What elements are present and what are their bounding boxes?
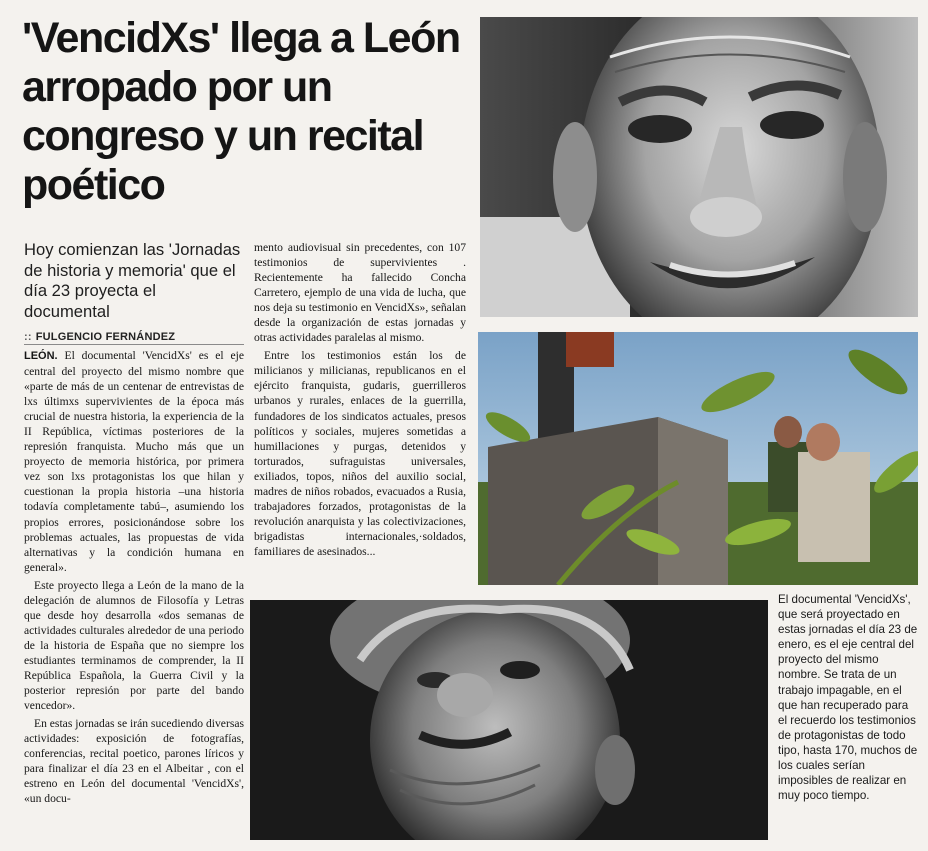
byline-marker-icon: ::	[24, 331, 32, 343]
subheadline: Hoy comienzan las 'Jornadas de historia y memoria' que el día 23 proyecta el documental	[24, 240, 241, 321]
dateline: LEÓN.	[24, 350, 58, 362]
article-column-1	[24, 348, 244, 848]
paragraph: Este proyecto llega a León de la mano de la delegación de alumnos de Filosofía y Letras que desde hoy desarrolla «dos semanas de actividades culturales alrededor de una periodo de la historia de España que no siempre los estudiantes terminamos de comprender, la II República Española, la Guerra Civil y la posterior represión por parte del bando vencedor».	[24, 578, 244, 713]
paragraph: mento audiovisual sin precedentes, con 107 testimonios de supervivientes . Recientemente ha fallecido Concha Carretero, ejemplo de una vida de lucha, que nos deja su testimonio en VencidXs», señalan desde la organización de estas jornadas y otras actividades paralelas al mismo.	[254, 241, 466, 345]
paragraph: En estas jornadas se irán sucediendo diversas actividades: exposición de fotografías, conferencias, recital poetico, parones líricos y para finalizar el día 23 en el Albeitar , con el estreno en León del documental 'VencidXs', «un docu-	[24, 717, 244, 806]
byline-author: FULGENCIO FERNÁNDEZ	[35, 331, 176, 343]
photo-elderly-woman	[250, 600, 768, 840]
photo-memorial-stone	[478, 332, 918, 585]
paragraph	[24, 348, 244, 575]
article-column-2	[254, 240, 466, 596]
photo-caption: El documental 'VencidXs', que será proyectado en estas jornadas el día 23 de enero, es el eje central del proyecto del mismo nombre. Se trata de un trabajo impagable, en el que han recuperado para el recuerdo los testimonios de protagonistas de todo tipo, hasta 170, muchos de los cuales serían imposibles de realizar en muy poco tiempo.	[778, 593, 918, 803]
photo-elderly-man	[480, 17, 918, 317]
paragraph-text: El documental 'VencidXs' es el eje central del proyecto del mismo nombre que «parte de más de un centenar de entrevistas de lxs últimxs supervivientes de la época más crucial de nuestra historia, la experiencia de la II República, víctimas posteriores de la represión franquista. Mucho más que un proyecto de memoria histórica, por primera vez son lxs protagonistas los que hilan y cuestionan la propia historia –una historia todavía completamente tabú–, asumiendo los propios errores, posicionándose sobre los problemas actuales, las propuestas de vida alternativas y la condición humana en general».	[24, 349, 244, 574]
byline	[24, 331, 244, 343]
byline-divider	[24, 344, 244, 345]
headline: 'VencidXs' llega a León arropado por un congreso y un recital poético	[22, 14, 460, 209]
paragraph: Entre los testimonios están los de milicianos y milicianas, republicanos en el ejército franquista, gudaris, guerrilleros urbanos y rurales, enlaces de la guerrilla, fundadores de los sindicatos actuales, presos políticos y sociales, mujeres sometidas a humillaciones y purgas, detenidos y torturados, sufraguistas universales, exiliados, topos, niños del auxilio social, madres de niños robados, evacuados a Rusia, trabajadores forzados, protagonistas de la revolución anarquista y las colectivizaciones, brigadistas internacionales,·soldados, familiares de asesinados...	[254, 349, 466, 558]
